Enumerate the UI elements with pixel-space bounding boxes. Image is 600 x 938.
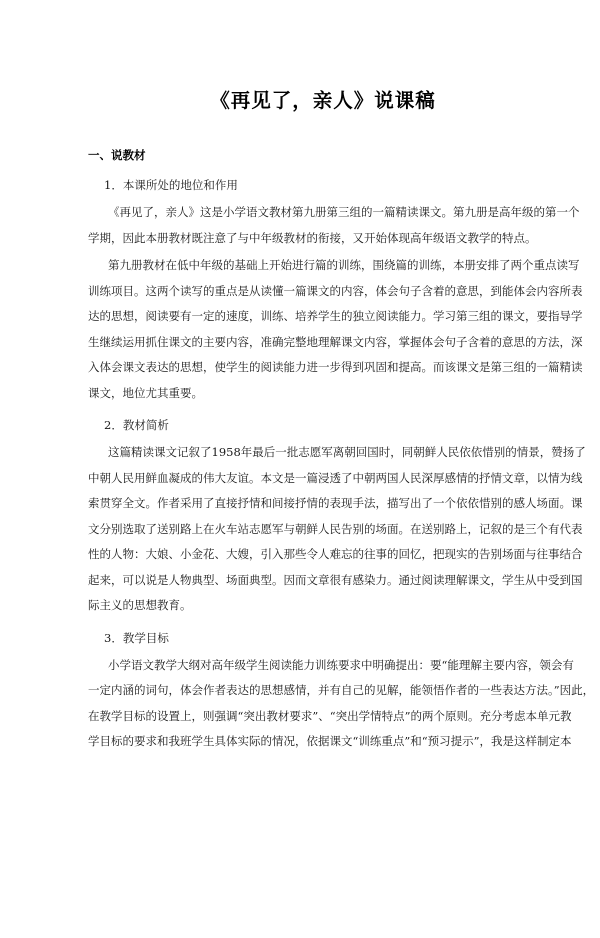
paragraph-1 — [88, 200, 580, 251]
paragraph-line: 课文，地位尤其重要。 — [88, 385, 203, 400]
paragraph-line: 学期，因此本册教材既注意了与中年级教材的衔接，又开始体现高年级语文教学的特点。 — [88, 230, 537, 245]
paragraph-line: 学目标的要求和我班学生具体实际的情况，依据课文“训练重点”和“预习提示”，我是这样制定本 — [88, 734, 572, 748]
paragraph-4 — [88, 653, 595, 755]
section-heading-textbook: 一、说教材 — [88, 148, 146, 162]
paragraph-2 — [88, 253, 583, 406]
paragraph-line: 小学语文教学大纲对高年级学生阅读能力训练要求中明确提出：要“能理解主要内容，领会有 — [108, 657, 574, 672]
paragraph-line: 训练项目。这两个读写的重点是从读懂一篇课文的内容，体会句子含着的意思，到能体会内容所表 — [88, 283, 583, 298]
paragraph-line: 入体会课文表达的思想，使学生的阅读能力进一步得到巩固和提高。而该课文是第三组的一篇精读 — [88, 360, 583, 374]
paragraph-line: 索贯穿全文。作者采用了直接抒情和间接抒情的表现手法，描写出了一个依依惜别的感人场面。课 — [88, 496, 583, 510]
paragraph-line: 《再见了，亲人》这是小学语文教材第九册第三组的一篇精读课文。第九册是高年级的第一个 — [108, 205, 580, 219]
paragraph-line: 达的思想，阅读要有一定的速度，训练、培养学生的独立阅读能力。学习第三组的课文，要指导学 — [88, 309, 583, 323]
paragraph-line: 在教学目标的设置上，则强调“突出教材要求”、“突出学情特点”的两个原则。充分考虑本单元教 — [88, 708, 572, 723]
document-page — [0, 88, 600, 938]
paragraph-line: 第九册教材在低中年级的基础上开始进行篇的训练，围绕篇的训练，本册安排了两个重点读写 — [108, 258, 580, 272]
paragraph-line: 一定内涵的词句，体会作者表达的思想感情，并有自己的见解，能领悟作者的一些表达方法。”因此， — [88, 683, 595, 697]
subheading-position-and-role: 1．本课所处的地位和作用 — [104, 178, 238, 192]
paragraph-line: 起来，可以说是人物典型、场面典型。因而文章很有感染力。通过阅读理解课文，学生从中受到国 — [88, 572, 583, 587]
paragraph-line: 生继续运用抓住课文的主要内容，准确完整地理解课文内容，掌握体会句子含着的意思的方法，深 — [88, 334, 583, 349]
paragraph-line: 际主义的思想教育。 — [88, 598, 192, 612]
document-title: 《再见了，亲人》说课稿 — [210, 89, 436, 112]
paragraph-line: 性的人物：大娘、小金花、大嫂，引入那些令人难忘的往事的回忆，把现实的告别场面与往事结合 — [88, 547, 583, 561]
paragraph-line: 中朝人民用鲜血凝成的伟大友谊。本文是一篇浸透了中朝两国人民深厚感情的抒情文章，以情为线 — [88, 470, 583, 485]
paragraph-line: 这篇精读课文记叙了1958年最后一批志愿军离朝回国时，同朝鲜人民依依惜别的情景，赞扬了 — [108, 445, 586, 459]
subheading-teaching-goals: 3．教学目标 — [104, 630, 169, 645]
subheading-textbook-analysis: 2．教材简析 — [104, 418, 169, 432]
paragraph-3 — [88, 440, 586, 619]
paragraph-line: 文分别选取了送别路上在火车站志愿军与朝鲜人民告别的场面。在送别路上，记叙的是三个有代表 — [88, 521, 583, 536]
